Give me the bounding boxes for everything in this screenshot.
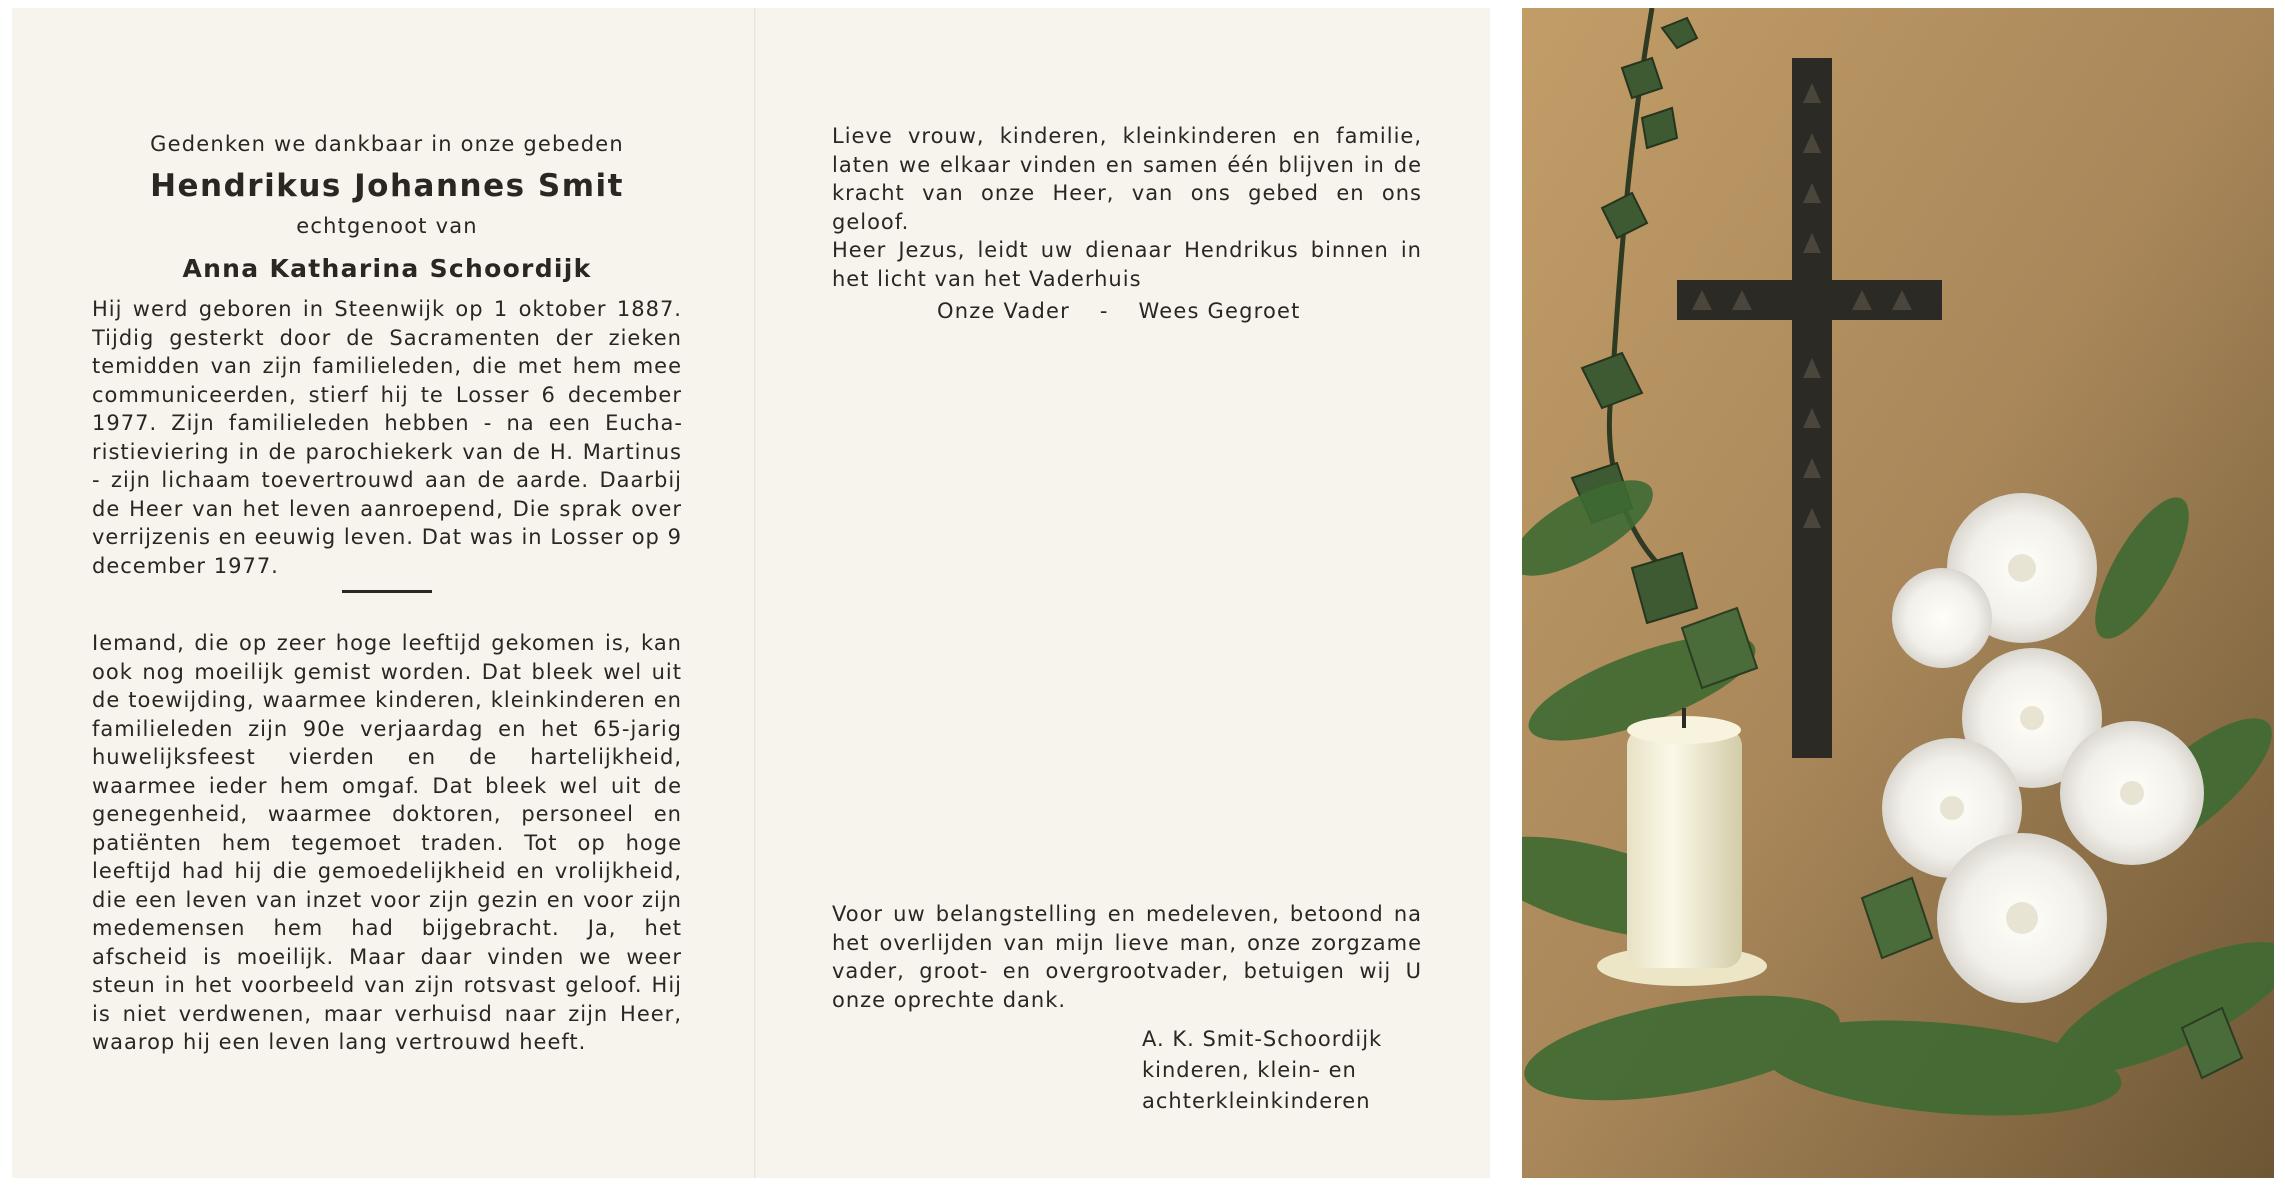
prayer-paragraph: Heer Jezus, leidt uw dienaar Hendrikus binnen in het licht van het Vaderhuis: [832, 238, 1422, 291]
prayer-separator: -: [1099, 299, 1109, 323]
deceased-name: Hendrikus Johannes Smit: [150, 168, 624, 204]
card-fold-line: [754, 8, 756, 1178]
prayer-line: [832, 299, 1422, 323]
spouse-label: echtgenoot van: [296, 214, 478, 238]
signature-line: achterkleinkinderen: [1142, 1089, 1371, 1113]
spouse-name: Anna Katharina Schoordijk: [182, 254, 592, 283]
signature-line: kinderen, klein- en: [1142, 1058, 1357, 1082]
memorial-card: [12, 8, 1490, 1178]
biography-paragraph: Hij werd geboren in Steenwijk op 1 oktober 1887. Tijdig gesterkt door de Sacramenten der zieken temidden van zijn familieleden, die met hem mee communiceerden, stierf hij te Losser 6 december 1977. Zijn familieleden hebben - na een Eucharistieviering in de parochiekerk van de H. Martinus - zijn lichaam toevertrouwd aan de aarde. Daarbij de Heer van het leven aanroepend, Die sprak over verrijzenis en eeuwig leven. Dat was in Losser op 9 december 1977.: [92, 297, 682, 578]
signature-line: A. K. Smit-Schoordijk: [1142, 1027, 1383, 1051]
divider: [342, 590, 432, 593]
tribute-paragraph: Iemand, die op zeer hoge leeftijd gekomen is, kan ook nog moeilijk gemist worden. Dat bleek wel uit de toewijding, waarmee kinderen, kleinkinderen en familieleden zijn 90e verjaardag en het 65-jarig huwelijksfeest vierden en de hartelijkheid, waarmee ieder hem omgaf. Dat bleek wel uit de genegenheid, waarmee doktoren, personeel en patiënten hem tegemoet traden. Tot op hoge leeftijd had hij die gemoedelijkheid en vrolijkheid, die een leven van inzet voor zijn gezin en voor zijn medemensen hem had bijgebracht. Ja, het afscheid is moeilijk. Maar daar vinden we weer steun in het voorbeeld van zijn rotsvast geloof. Hij is niet verdwenen, maar verhuisd naar zijn Heer, waarop hij een leven lang vertrouwd heeft.: [92, 631, 682, 1054]
prayer-onze-vader: Onze Vader: [937, 299, 1070, 323]
signature: [1142, 1024, 1422, 1117]
family-address-paragraph: Lieve vrouw, kinderen, kleinkinderen en familie, laten we elkaar vinden en samen één blijven in de kracht van onze Heer, van ons gebed en ons geloof.: [832, 124, 1422, 234]
right-page: [832, 8, 1422, 1113]
thanks-block: [832, 900, 1422, 1117]
prayer-wees-gegroet: Wees Gegroet: [1138, 299, 1301, 323]
cross-flowers-illustration: [1522, 8, 2274, 1178]
left-page: [92, 8, 682, 1057]
thanks-paragraph: Voor uw belangstelling en medeleven, betoond na het overlijden van mijn lieve man, onze zorgzame vader, groot- en overgrootvader, betuigen wij U onze oprechte dank.: [832, 902, 1422, 1012]
intro-line: Gedenken we dankbaar in onze gebeden: [150, 132, 624, 156]
devotional-photo: [1522, 8, 2274, 1178]
